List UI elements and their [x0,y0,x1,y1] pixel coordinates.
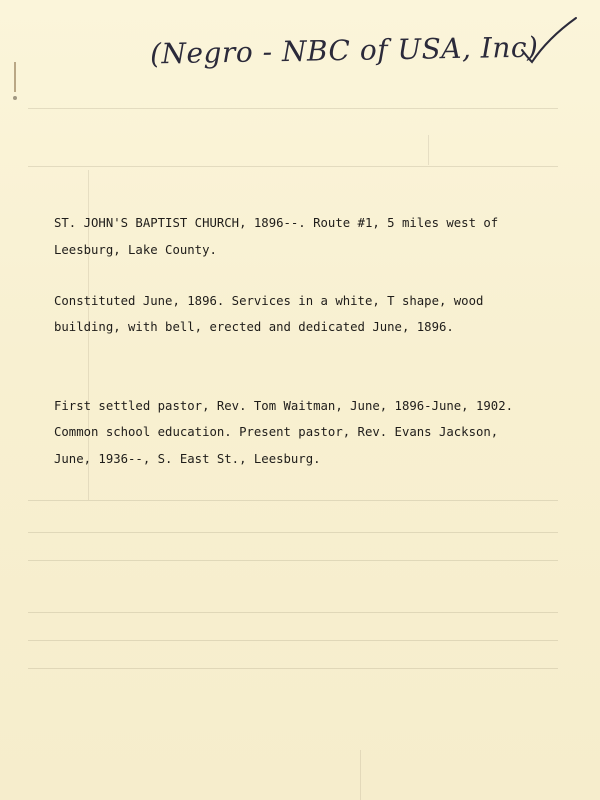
handwritten-annotation: (Negro - NBC of USA, Inc) [149,30,539,71]
body-line-3: Constituted June, 1896. Services in a white, T shape, wood [54,294,484,308]
body-line-7: June, 1936--, S. East St., Leesburg. [54,452,321,466]
punch-hole [13,96,17,100]
body-line-1: ST. JOHN'S BAPTIST CHURCH, 1896--. Route #1, 5 miles west of [54,216,499,230]
body-line-5: First settled pastor, Rev. Tom Waitman, June, 1896-June, 1902. [54,399,514,413]
check-mark-icon [518,14,578,64]
body-line-6: Common school education. Present pastor, Rev. Evans Jackson, [54,425,499,439]
body-line-2: Leesburg, Lake County. [54,243,217,257]
body-line-4: building, with bell, erected and dedicated June, 1896. [54,320,454,334]
staple-mark [14,62,16,92]
